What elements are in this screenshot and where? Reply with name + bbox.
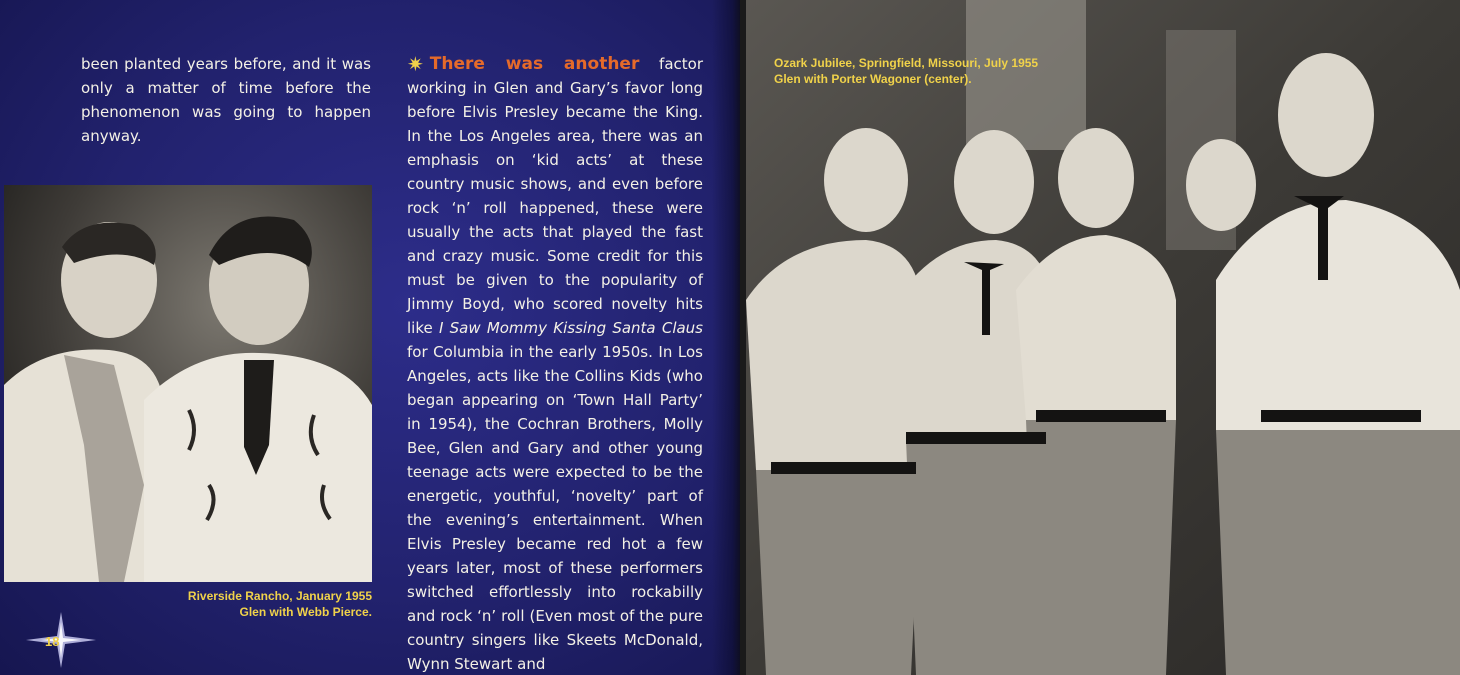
lead-in-text: There was another [429,54,640,74]
main-text-part1: factor working in Glen and Gary’s favor long before Elvis Presley became the King. In the Los Angeles area, there was an emphasis on ‘kid acts’ at these country music shows, and even before rock ‘n’ roll happened, these were usually the acts that played the fast and crazy music. Some credit for this must be given to the popularity of Jimmy Boyd, who scored novelty hits like [407,55,704,337]
intro-paragraph: been planted years before, and it was only a matter of time before the phenomenon was going to happen anyway. [81,55,371,145]
right-caption-line2: Glen with Porter Wagoner (center). [774,72,972,86]
main-text-part2: for Columbia in the early 1950s. In Los Angeles, acts like the Collins Kids (who began appearing on ‘Town Hall Party’ in 1954), the Cochran Brothers, Molly Bee, Glen and Gary and other young teenage acts were expected to be the energetic, youthful, ‘novelty’ part of the evening’s entertainment. When Elvis Presley became red hot a few years later, most of these performers switched effortlessly into rockabilly and rock ‘n’ roll (Even most of the pure country singers like Skeets McDonald, Wynn Stewart and [407,343,703,673]
star-bullet-icon: ✷ [407,52,424,76]
left-photo-caption [188,588,372,620]
left-caption-line2: Glen with Webb Pierce. [239,605,372,619]
intro-column [81,52,371,148]
right-page [746,0,1460,675]
riverside-rancho-photo [4,185,372,582]
star-burst-icon [26,612,96,668]
song-title: I Saw Mommy Kissing Santa Claus [438,319,704,337]
spine-gutter [712,0,740,675]
main-column [407,52,703,675]
right-caption-line1: Ozark Jubilee, Springfield, Missouri, July 1955 [774,56,1039,70]
left-caption-line1: Riverside Rancho, January 1955 [187,589,372,603]
two-men-photo-illustration [4,185,372,582]
ozark-jubilee-photo [746,0,1460,675]
page-number: 18 [45,634,60,649]
main-paragraph [407,52,703,675]
right-photo-caption [774,55,1038,87]
